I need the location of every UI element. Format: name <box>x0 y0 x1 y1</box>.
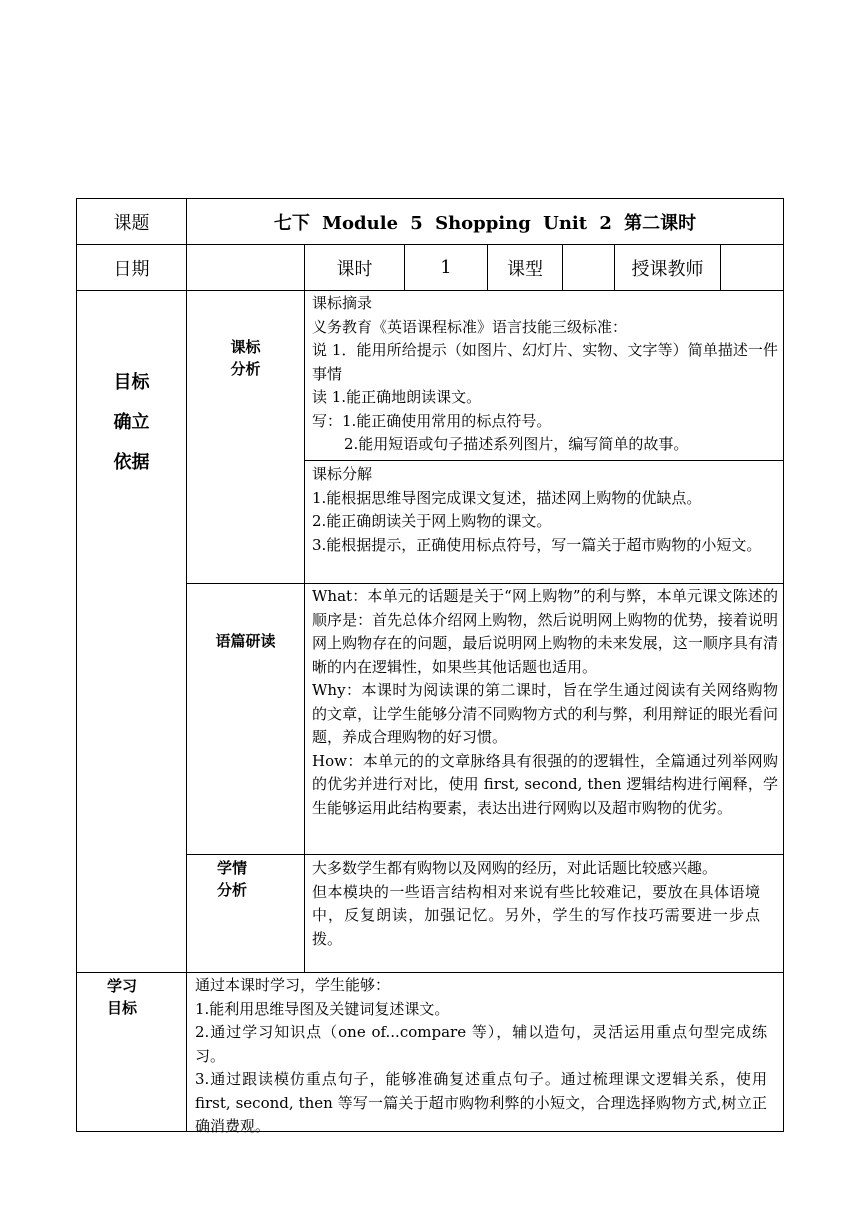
excerpt-line: 说 1．能用所给提示（如图片、幻灯片、实物、文字等）简单描述一件事情 <box>312 341 778 383</box>
standards-label-line: 课标 <box>230 338 261 356</box>
lesson-type-label: 课型 <box>507 258 543 280</box>
basis-label-line: 依据 <box>113 452 150 473</box>
learner-label-line: 分析 <box>216 881 247 899</box>
breakdown-item: 3.能根据提示，正确使用标点符号，写一篇关于超市购物的小短文。 <box>312 535 762 554</box>
breakdown-item: 2.能正确朗读关于网上购物的课文。 <box>312 512 552 530</box>
standards-label-line: 分析 <box>230 360 261 378</box>
text-study-why: Why：本课时为阅读课的第二课时，旨在学生通过阅读有关网络购物的文章，让学生能够分清不同购物方式的利与弊，利用辩证的眼光看问题，养成合理购物的好习惯。 <box>312 681 778 746</box>
topic-label: 课题 <box>113 212 150 234</box>
learner-analysis-para: 大多数学生都有购物以及网购的经历，对此话题比较感兴趣。 <box>312 859 718 877</box>
lesson-type-value <box>563 245 614 290</box>
objectives-label-line: 学习 <box>106 977 137 995</box>
objective-item: 1.能利用思维导图及关键词复述课文。 <box>195 999 450 1018</box>
text-study-content <box>312 585 778 820</box>
objectives-intro: 通过本课时学习，学生能够： <box>195 976 391 994</box>
lesson-count-value: 1 <box>440 257 452 278</box>
excerpt-heading: 课标摘录 <box>312 294 373 312</box>
excerpt-line: 读 1.能正确地朗读课文。 <box>312 388 482 406</box>
breakdown-heading: 课标分解 <box>312 465 373 483</box>
basis-label-line: 确立 <box>113 412 150 433</box>
excerpt-line: 写：1.能正确使用常用的标点符号。 <box>312 411 552 430</box>
text-study-label: 语篇研读 <box>215 632 276 651</box>
objective-item: 2.通过学习知识点（one of...compare 等），辅以造句，灵活运用重点句型完成练习。 <box>195 1023 767 1065</box>
text-study-how: How：本单元的的文章脉络具有很强的的逻辑性，全篇通过列举网购的优劣并进行对比，使用 first, second, then 逻辑结构进行阐释，学生能够运用此结构要素，表达出进行网购以及超市购物的优劣。 <box>312 751 778 817</box>
learner-analysis-para: 但本模块的一些语言结构相对来说有些比较难记，要放在具体语境中，反复朗读，加强记忆。另外，学生的写作技巧需要进一步点拨。 <box>312 882 760 948</box>
learner-label-line: 学情 <box>216 859 247 877</box>
standards-analysis-label <box>187 336 304 380</box>
objectives-label-line: 目标 <box>106 999 137 1017</box>
date-value <box>187 245 304 290</box>
teacher-label: 授课教师 <box>631 258 704 280</box>
learner-analysis-content <box>312 857 760 951</box>
excerpt-line: 义务教育《英语课程标准》语言技能三级标准： <box>312 317 628 336</box>
breakdown-item: 1.能根据思维导图完成课文复述，描述网上购物的优缺点。 <box>312 488 702 507</box>
objective-item: 3.通过跟读模仿重点句子，能够准确复述重点句子。通过梳理课文逻辑关系，使用 first, second, then 等写一篇关于超市购物利弊的小短文，合理选择购物方式,树立正确消费观。 <box>195 1070 767 1135</box>
objectives-label <box>77 975 167 1019</box>
lesson-count-label: 课时 <box>336 258 373 280</box>
date-label: 日期 <box>113 258 150 280</box>
learner-analysis-label <box>187 857 277 901</box>
basis-label <box>77 368 186 474</box>
objectives-content <box>195 974 767 1139</box>
text-study-what: What：本单元的话题是关于“网上购物”的利与弊，本单元课文陈述的顺序是：首先总体介绍网上购物，然后说明网上购物的优势，接着说明网上购物存在的问题，最后说明网上购物的未来发展，这一顺序具有清晰的内在逻辑性，如果些其他话题也适用。 <box>312 587 778 676</box>
standards-breakdown <box>312 463 778 557</box>
teacher-value <box>721 245 783 290</box>
basis-label-line: 目标 <box>113 372 150 393</box>
lesson-title: 七下 Module 5 Shopping Unit 2 第二课时 <box>273 212 697 234</box>
excerpt-line: 2.能用短语或句子描述系列图片，编写简单的故事。 <box>344 435 689 453</box>
standards-excerpt <box>312 292 778 457</box>
